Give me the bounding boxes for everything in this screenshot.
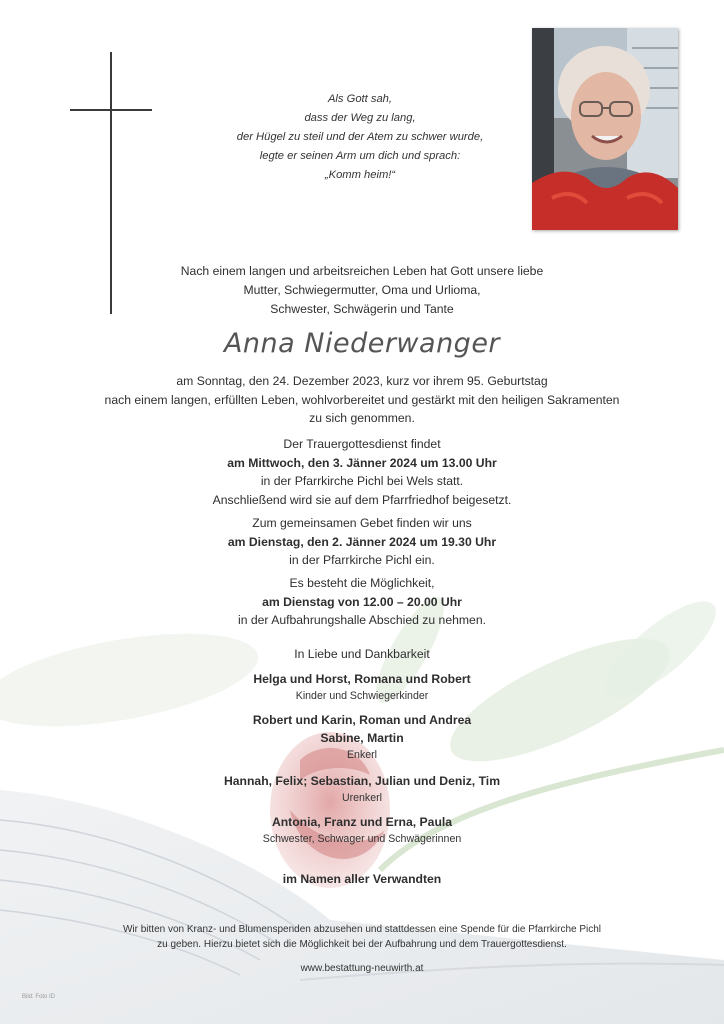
poem-line: „Komm heim!“ [324, 169, 396, 181]
funeral-date: am Mittwoch, den 3. Jänner 2024 um 13.00 Uhr [227, 455, 497, 470]
family-group [0, 813, 724, 847]
funeral-line: Der Trauergottesdienst findet [283, 437, 441, 451]
family-names: Robert und Karin, Roman und Andrea [252, 713, 472, 727]
family-relation: Enkerl [346, 749, 378, 761]
poem-line: der Hügel zu steil und der Atem zu schwer wurde, [236, 131, 484, 143]
death-notice [0, 372, 724, 428]
poem-line: dass der Weg zu lang, [304, 112, 416, 124]
family-relation: Kinder und Schwiegerkinder [295, 690, 429, 702]
website-link[interactable]: www.bestattung-neuwirth.at [300, 963, 424, 974]
intro-text [0, 262, 724, 319]
viewing-line: in der Aufbahrungshalle Abschied zu nehmen. [238, 613, 486, 627]
family-group [0, 711, 724, 763]
viewing-time: am Dienstag von 12.00 – 20.00 Uhr [262, 594, 462, 609]
rose-stem [380, 750, 724, 870]
intro-line: Mutter, Schwiegermutter, Oma und Urlioma, [243, 283, 481, 297]
poem [210, 90, 510, 185]
family-names: Helga und Horst, Romana und Robert [253, 672, 471, 686]
poem-line: legte er seinen Arm um dich und sprach: [259, 150, 461, 162]
prayer-line: Zum gemeinsamen Gebet finden wir uns [252, 516, 472, 530]
deceased-name: Anna Niederwanger [223, 328, 501, 359]
death-notice-line: am Sonntag, den 24. Dezember 2023, kurz vor ihrem 95. Geburtstag [176, 374, 548, 388]
donation-note [0, 922, 724, 952]
intro-line: Schwester, Schwägerin und Tante [270, 302, 454, 316]
portrait-photo [532, 28, 678, 230]
viewing-info [0, 574, 724, 630]
viewing-line: Es besteht die Möglichkeit, [289, 576, 435, 590]
family-group [0, 670, 724, 704]
death-notice-line: zu sich genommen. [309, 411, 415, 425]
cross-horizontal [70, 109, 152, 111]
gratitude-line: In Liebe und Dankbarkeit [294, 647, 430, 661]
family-names: Sabine, Martin [320, 731, 404, 745]
prayer-date: am Dienstag, den 2. Jänner 2024 um 19.30 Uhr [227, 534, 497, 549]
funeral-line: Anschließend wird sie auf dem Pfarrfriedhof beigesetzt. [212, 492, 512, 507]
intro-line: Nach einem langen und arbeitsreichen Leben hat Gott unsere liebe [180, 264, 544, 278]
family-names: Antonia, Franz und Erna, Paula [271, 815, 453, 829]
family-relation: Schwester, Schwager und Schwägerinnen [262, 833, 462, 845]
donation-note-line: Wir bitten von Kranz- und Blumenspenden abzusehen und stattdessen eine Spende für die Pfarrkirche Pichl [122, 924, 602, 935]
closing-line: im Namen aller Verwandten [282, 872, 442, 886]
family-relation: Urenkerl [341, 792, 383, 804]
image-credit: Bild: Foto ID [22, 994, 56, 1000]
funeral-line: in der Pfarrkirche Pichl bei Wels statt. [260, 474, 464, 488]
prayer-info [0, 514, 724, 570]
funeral-info [0, 435, 724, 509]
prayer-line: in der Pfarrkirche Pichl ein. [289, 553, 435, 567]
family-names: Hannah, Felix; Sebastian, Julian und Deniz, Tim [223, 774, 501, 788]
donation-note-line: zu geben. Hierzu bietet sich die Möglichkeit bei der Aufbahrung und dem Trauergottesdienst. [157, 939, 567, 950]
family-group [0, 772, 724, 806]
death-notice-line: nach einem langen, erfüllten Leben, wohlvorbereitet und gestärkt mit den heiligen Sakramenten [104, 392, 620, 407]
poem-line: Als Gott sah, [327, 93, 393, 105]
